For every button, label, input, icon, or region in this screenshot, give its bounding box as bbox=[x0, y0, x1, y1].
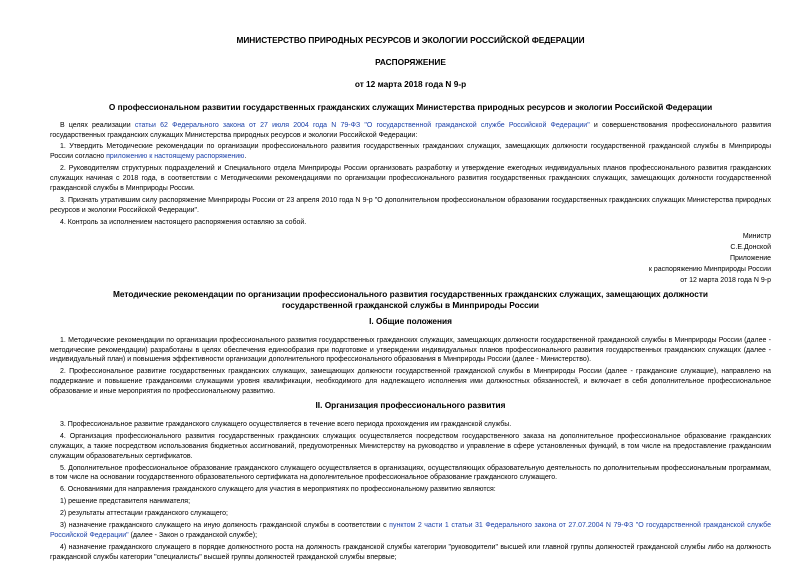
law-article-62-link[interactable]: статьи 62 Федерального закона от 27 июля 2004 года N 79-ФЗ "О государственной гражданской службе Российской Федерации" bbox=[134, 121, 590, 129]
section-1-heading: I. Общие положения bbox=[369, 315, 452, 326]
signer-name: С.Е.Донской bbox=[730, 243, 771, 251]
order-item-1 bbox=[50, 142, 771, 162]
subitem-3-text: 3) назначение гражданского служащего на иную должность гражданской службы в соответствии с bbox=[60, 522, 390, 530]
section-2-subitem-3 bbox=[50, 521, 771, 541]
section-1-paragraph-1: 1. Методические рекомендации по организации профессионального развития государственных гражданских служащих, замещающих должности государственной гражданской службы в Минприроды России (далее - методические рекомендации) разработаны в целях обеспечения единообразия при подготовке и утверждении индивидуальных планов профессионального развития государственных гражданских служащих (далее - индивидуальный план) и повышения эффективности организации дополнительного профессионального образования в Минприроды России (далее - Министерство). bbox=[50, 336, 771, 364]
doc-type-heading: РАСПОРЯЖЕНИЕ bbox=[375, 56, 446, 67]
ministry-heading: МИНИСТЕРСТВО ПРИРОДНЫХ РЕСУРСОВ И ЭКОЛОГИИ РОССИЙСКОЙ ФЕДЕРАЦИИ bbox=[236, 35, 585, 45]
appendix-title: Методические рекомендации по организации профессионального развития государственных гражданских служащих, замещающих должности государственной гражданской службы в Минприроды России bbox=[112, 288, 709, 310]
law-article-31-link[interactable]: пунктом 2 части 1 статьи 31 Федерального закона от 27.07.2004 N 79-ФЗ "О государственной гражданской службе Российской Федерации" bbox=[50, 522, 771, 539]
section-2-heading: II. Организация профессионального развития bbox=[315, 400, 506, 411]
signature-block bbox=[50, 231, 771, 286]
appendix-date: от 12 марта 2018 года N 9-р bbox=[680, 276, 771, 284]
section-2-paragraph-6: 6. Основаниями для направления гражданского служащего для участия в мероприятиях по профессиональному развитию являются: bbox=[60, 486, 496, 494]
preamble-text: В целях реализации bbox=[60, 121, 135, 129]
order-item-1-text: 1. Утвердить Методические рекомендации по организации профессионального развития государственных гражданских служащих, замещающих должности государственной гражданской службы в Минприроды России согласно bbox=[50, 143, 771, 161]
order-item-3: 3. Признать утратившим силу распоряжение Минприроды России от 23 апреля 2010 года N 9-р "О дополнительном профессиональном образовании государственных гражданских служащих Министерства природных ресурсов и экологии Российской Федерации". bbox=[50, 196, 771, 214]
section-2-subitem-2: 2) результаты аттестации гражданского служащего; bbox=[60, 510, 228, 518]
subitem-3-text-end: (далее - Закон о гражданской службе); bbox=[128, 532, 258, 539]
preamble-text-end: и совершенствования профессионального развития государственных гражданских служащих Министерства природных ресурсов и экологии Российской Федерации: bbox=[50, 121, 772, 139]
order-item-4: 4. Контроль за исполнением настоящего распоряжения оставляю за собой. bbox=[60, 218, 307, 226]
appendix-link[interactable]: приложению к настоящему распоряжению bbox=[106, 153, 245, 161]
section-2-paragraph-3: 3. Профессиональное развитие гражданского служащего осуществляется в течение всего периода прохождения им гражданской службы. bbox=[60, 420, 512, 428]
appendix-label: Приложение bbox=[729, 254, 771, 262]
section-2-subitem-4: 4) назначение гражданского служащего в порядке должностного роста на должность гражданской службы категории "руководители" высшей или главной группы должностей гражданской службы либо на должность гражданской службы категории "специалисты" высшей группы должностей гражданской службы впервые; bbox=[50, 543, 771, 561]
section-2-paragraph-4: 4. Организация профессионального развития государственных гражданских служащих осуществляется посредством государственного заказа на дополнительное профессиональное образование гражданских служащих, а также посредством использования бюджетных ассигнований, предусмотренных Министерству на руководство и управление в сфере установленных функций, в том числе на предоставление гражданским служащим образовательных сертификатов. bbox=[50, 432, 771, 460]
order-item-2: 2. Руководителям структурных подразделений и Специального отдела Минприроды России организовать разработку и утверждение ежегодных индивидуальных планов профессионального развития гражданских служащих начиная с 2018 года, в соответствии с Методическими рекомендациями по организации профессионального развития государственных гражданских служащих, замещающих должности государственной гражданской службы в Минприроды России. bbox=[50, 165, 771, 193]
section-2-subitem-1: 1) решение представителя нанимателя; bbox=[60, 498, 191, 506]
signer-position: Министр bbox=[742, 232, 771, 240]
order-item-1-end: . bbox=[244, 153, 247, 161]
preamble-paragraph bbox=[50, 121, 771, 141]
section-2-paragraph-5: 5. Дополнительное профессиональное образование гражданского служащего осуществляется в организациях, осуществляющих образовательную деятельность по дополнительным профессиональным программам, в том числе на основании государственного образовательного сертификата на дополнительное профессиональное образование гражданского служащего. bbox=[50, 464, 771, 482]
doc-date-number: от 12 марта 2018 года N 9-р bbox=[354, 78, 467, 89]
section-1-paragraph-2: 2. Профессиональное развитие государственных гражданских служащих, замещающих должности государственной гражданской службы в Минприроды России (далее - гражданские служащие), направлено на поддержание и повышение гражданскими служащими уровня квалификации, необходимого для надлежащего исполнения ими должностных обязанностей, и включает в себя дополнительное профессиональное образование и иные мероприятия по профессиональному развитию. bbox=[50, 368, 771, 396]
appendix-reference: к распоряжению Минприроды России bbox=[648, 265, 771, 273]
doc-title: О профессиональном развитии государственных гражданских служащих Министерства природных ресурсов и экологии Российской Федерации bbox=[108, 101, 713, 112]
